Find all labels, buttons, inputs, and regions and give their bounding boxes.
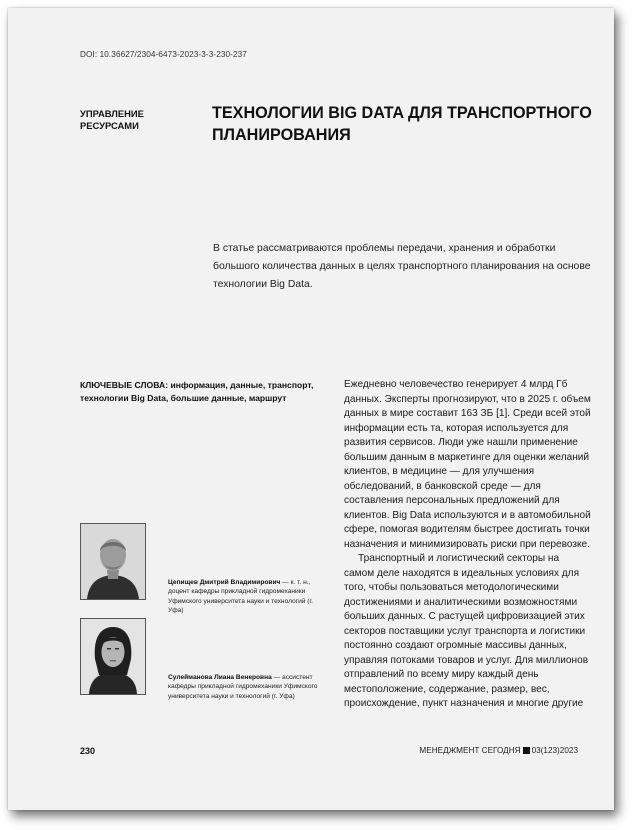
author-bio-2 [168,673,324,701]
author-photo-1 [80,523,146,600]
author-details-2: — ассистент кафедры прикладной гидромеханики Уфимского университета науки и технологий (г. Уфа) [168,674,318,700]
article-body [344,378,592,712]
journal-name: МЕНЕДЖМЕНТ СЕГОДНЯ [419,746,521,755]
author-name-1: Цепищев Дмитрий Владимирович [168,579,281,586]
author-portrait-male [81,524,145,599]
article-title: ТЕХНОЛОГИИ BIG DATA ДЛЯ ТРАНСПОРТНОГО ПЛАНИРОВАНИЯ [212,104,592,144]
journal-footer [419,746,578,755]
journal-issue: 03(123)2023 [531,746,578,755]
author-bio-1 [168,578,324,616]
journal-page [8,8,614,810]
author-details-1: — к. т. н., доцент кафедры прикладной гидромеханики Уфимского университета науки и технологий (г. Уфа) [168,579,313,615]
author-photo-2 [80,618,146,695]
author-name-2: Сулейманова Лиана Венеровна [168,674,272,681]
doi-line: DOI: 10.36627/2304-6473-2023-3-3-230-237 [80,50,247,59]
page-number: 230 [80,746,96,756]
body-paragraph-1: Ежедневно человечество генерирует 4 млрд Гб данных. Эксперты прогнозируют, что в 2025 г. объем данных в мире составит 163 ЗБ [1]. Среди всей этой информации есть та, которая используется для развития сервисов. Люди уже нашли применение большим данным в маркетинге для оценки желаний клиентов, в медицине — для улучшения обследований, в банковской среде — для составления персональных предложений для клиентов. Big Data используются и в автомобильной сфере, помогая водителям быстрее достигать точки назначения и минимизировать риски при перевозке. [344,379,591,550]
body-paragraph-2: Транспортный и логистический секторы на самом деле находятся в идеальных условиях для того, чтобы пользоваться методологическими достижениями и аналитическими возможностями больших данных. С растущей цифровизацией этих секторов поставщики услуг транспорта и логистики постоянно создают огромные массивы данных, управляя потоками товаров и услуг. Для миллионов отправлений по всему миру каждый день местоположение, содержание, размер, вес, происхождение, пункт назначения и многие другие [344,553,589,709]
square-separator-icon [523,747,530,754]
keywords: КЛЮЧЕВЫЕ СЛОВА: информация, данные, транспорт, технологии Big Data, большие данные, маршрут [80,380,314,403]
article-abstract: В статье рассматриваются проблемы передачи, хранения и обработки большого количества данных в целях транспортного планирования на основе технологии Big Data. [213,243,591,290]
author-portrait-female [81,619,145,694]
section-heading: УПРАВЛЕНИЕ РЕСУРСАМИ [80,108,144,131]
